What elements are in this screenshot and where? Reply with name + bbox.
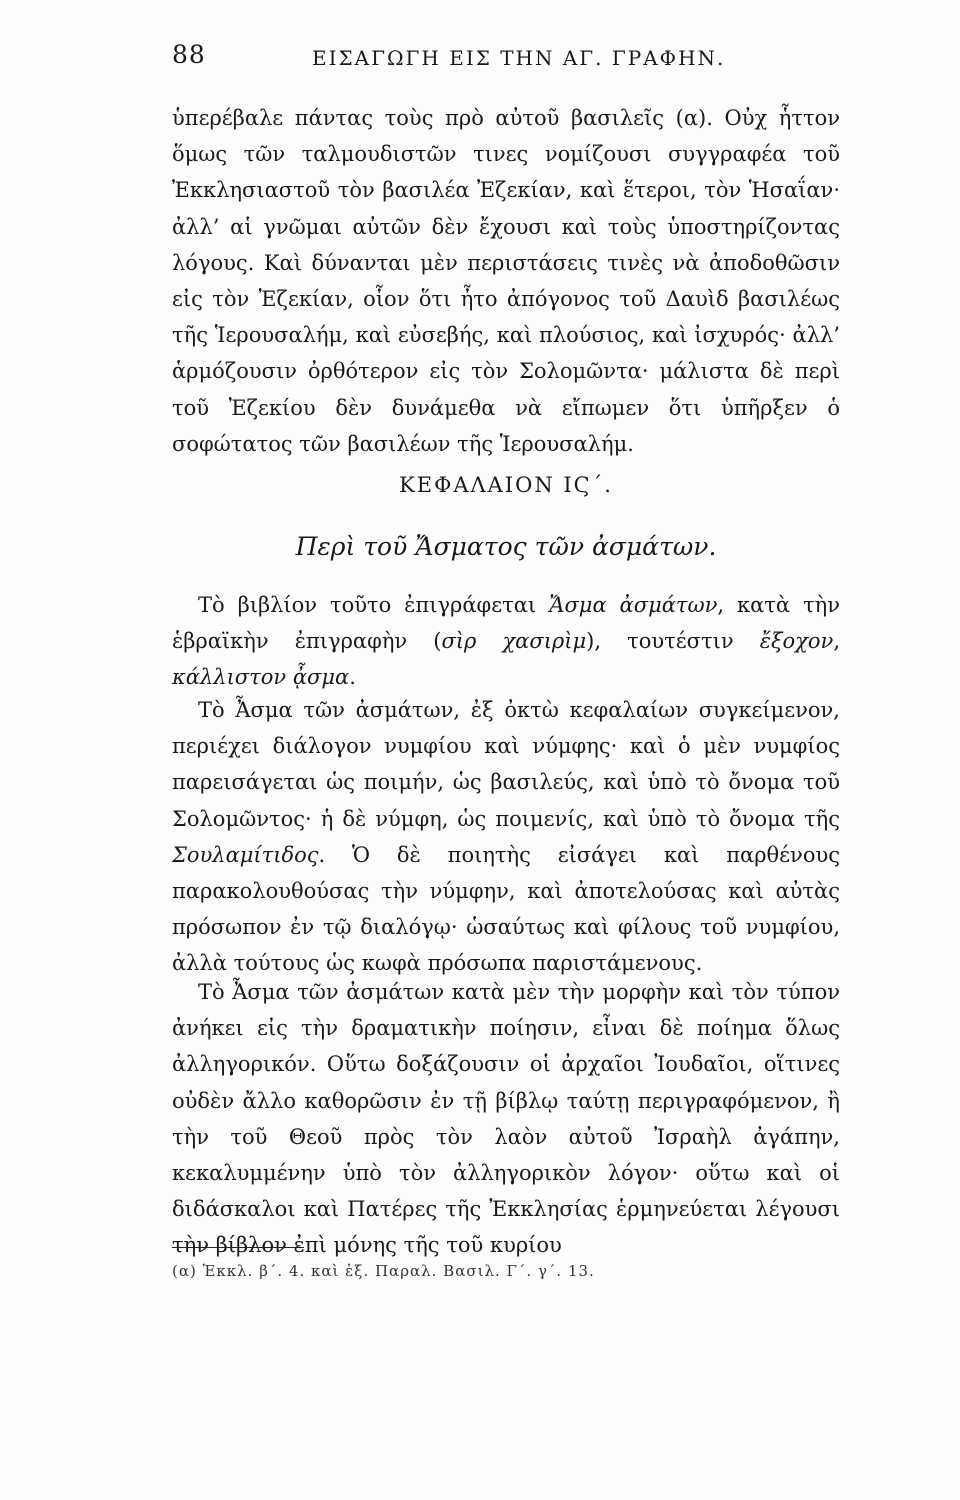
- italic-run: κάλλιστον ᾆσμα: [172, 665, 350, 690]
- page-number: 88: [172, 40, 206, 69]
- text-run: . Ὁ δὲ ποιητὴς εἰσάγει καὶ παρθένους παρακολουθούσας τὴν νύμφην, καὶ ἀποτελούσας καὶ αὐτὰς πρόσωπον ἐν τῷ διαλόγῳ· ὡσαύτως καὶ φίλους τοῦ νυμφίου, ἀλλὰ τούτους ὡς κωφὰ πρόσωπα παριστάμενους.: [172, 842, 840, 976]
- text-run: .: [349, 665, 356, 690]
- text-run: ,: [833, 629, 841, 654]
- italic-run: ἔξοχον: [759, 629, 834, 654]
- footnote-divider: [172, 1247, 304, 1248]
- chapter-heading: ΚΕΦΑΛΑΙΟΝ ΙϚ΄.: [399, 473, 613, 497]
- running-head: ΕΙΣΑΓΩΓΗ ΕΙΣ ΤΗΝ ΑΓ. ΓΡΑΦΗΝ.: [312, 46, 726, 70]
- paragraph-continuation: ὑπερέβαλε πάντας τοὺς πρὸ αὐτοῦ βασιλεῖς (α). Οὐχ ἧττον ὅμως τῶν ταλμουδιστῶν τινες νομίζουσι συγγραφέα τοῦ Ἐκκλησιαστοῦ τὸν βασιλέα Ἐζεκίαν, καὶ ἕτεροι, τὸν Ἡσαΐαν· ἀλλ’ αἱ γνῶμαι αὐτῶν δὲν ἔχουσι καὶ τοὺς ὑποστηρίζοντας λόγους. Καὶ δύνανται μὲν περιστάσεις τινὲς νὰ ἀποδοθῶσιν εἰς τὸν Ἐζεκίαν, οἷον ὅτι ἦτο ἀπόγονος τοῦ Δαυὶδ βασιλέως τῆς Ἱερουσαλήμ, καὶ εὐσεβής, καὶ πλούσιος, καὶ ἰσχυρός· ἀλλ’ ἁρμόζουσιν ὀρθότερον εἰς τὸν Σολομῶντα· μάλιστα δὲ περὶ τοῦ Ἐζεκίου δὲν δυνάμεθα νὰ εἴπωμεν ὅτι ὑπῆρξεν ὁ σοφώτατος τῶν βασιλέων τῆς Ἱερουσαλήμ.: [172, 106, 840, 456]
- italic-run: σὶρ χασιρὶμ: [441, 629, 587, 654]
- paragraph-title-explanation: [172, 587, 840, 696]
- chapter-subtitle: Περὶ τοῦ Ἄσματος τῶν ἀσμάτων.: [295, 532, 717, 561]
- text-run: Τὸ βιβλίον τοῦτο ἐπιγράφεται: [198, 593, 550, 617]
- text-run: , κατὰ τὴν ἑβραϊκὴν ἐπιγραφὴν (: [172, 593, 840, 654]
- text-run: ), τουτέστιν: [586, 629, 760, 654]
- italic-run: Σουλαμίτιδος: [172, 842, 319, 867]
- paragraph-dialogue: [172, 692, 840, 982]
- page-header: [172, 40, 872, 84]
- paragraph-allegory: Τὸ Ἆσμα τῶν ἀσμάτων κατὰ μὲν τὴν μορφὴν καὶ τὸν τύπον ἀνήκει εἰς τὴν δραματικὴν ποίησιν, εἶναι δὲ ποίημα ὅλως ἀλληγορικόν. Οὕτω δοξάζουσιν οἱ ἀρχαῖοι Ἰουδαῖοι, οἵτινες οὐδὲν ἄλλο καθορῶσιν ἐν τῇ βίβλῳ ταύτῃ περιγραφόμενον, ἢ τὴν τοῦ Θεοῦ πρὸς τὸν λαὸν αὐτοῦ Ἰσραὴλ ἀγάπην, κεκαλυμμένην ὑπὸ τὸν ἀλληγορικὸν λόγον· οὕτω καὶ οἱ διδάσκαλοι καὶ Πατέρες τῆς Ἐκκλησίας ἑρμηνεύεται λέγουσι τὴν βίβλον ἐπὶ μόνης τῆς τοῦ κυρίου: [172, 980, 840, 1258]
- italic-run: Ἄσμα ἀσμάτων: [549, 593, 718, 617]
- text-run: Τὸ Ἆσμα τῶν ἀσμάτων, ἐξ ὀκτὼ κεφαλαίων συγκείμενον, περιέχει διάλογον νυμφίου καὶ νύμφης· καὶ ὁ μὲν νυμφίος παρεισάγεται ὡς ποιμήν, ὡς βασιλεύς, καὶ ὑπὸ τὸ ὄνομα τοῦ Σολομῶντος· ἡ δὲ νύμφη, ὡς ποιμενίς, καὶ ὑπὸ τὸ ὄνομα τῆς: [172, 698, 840, 831]
- footnote: (α) Ἐκκλ. β΄. 4. καὶ ἑξ. Παραλ. Βασιλ. Γ΄. γ΄. 13.: [172, 1262, 595, 1280]
